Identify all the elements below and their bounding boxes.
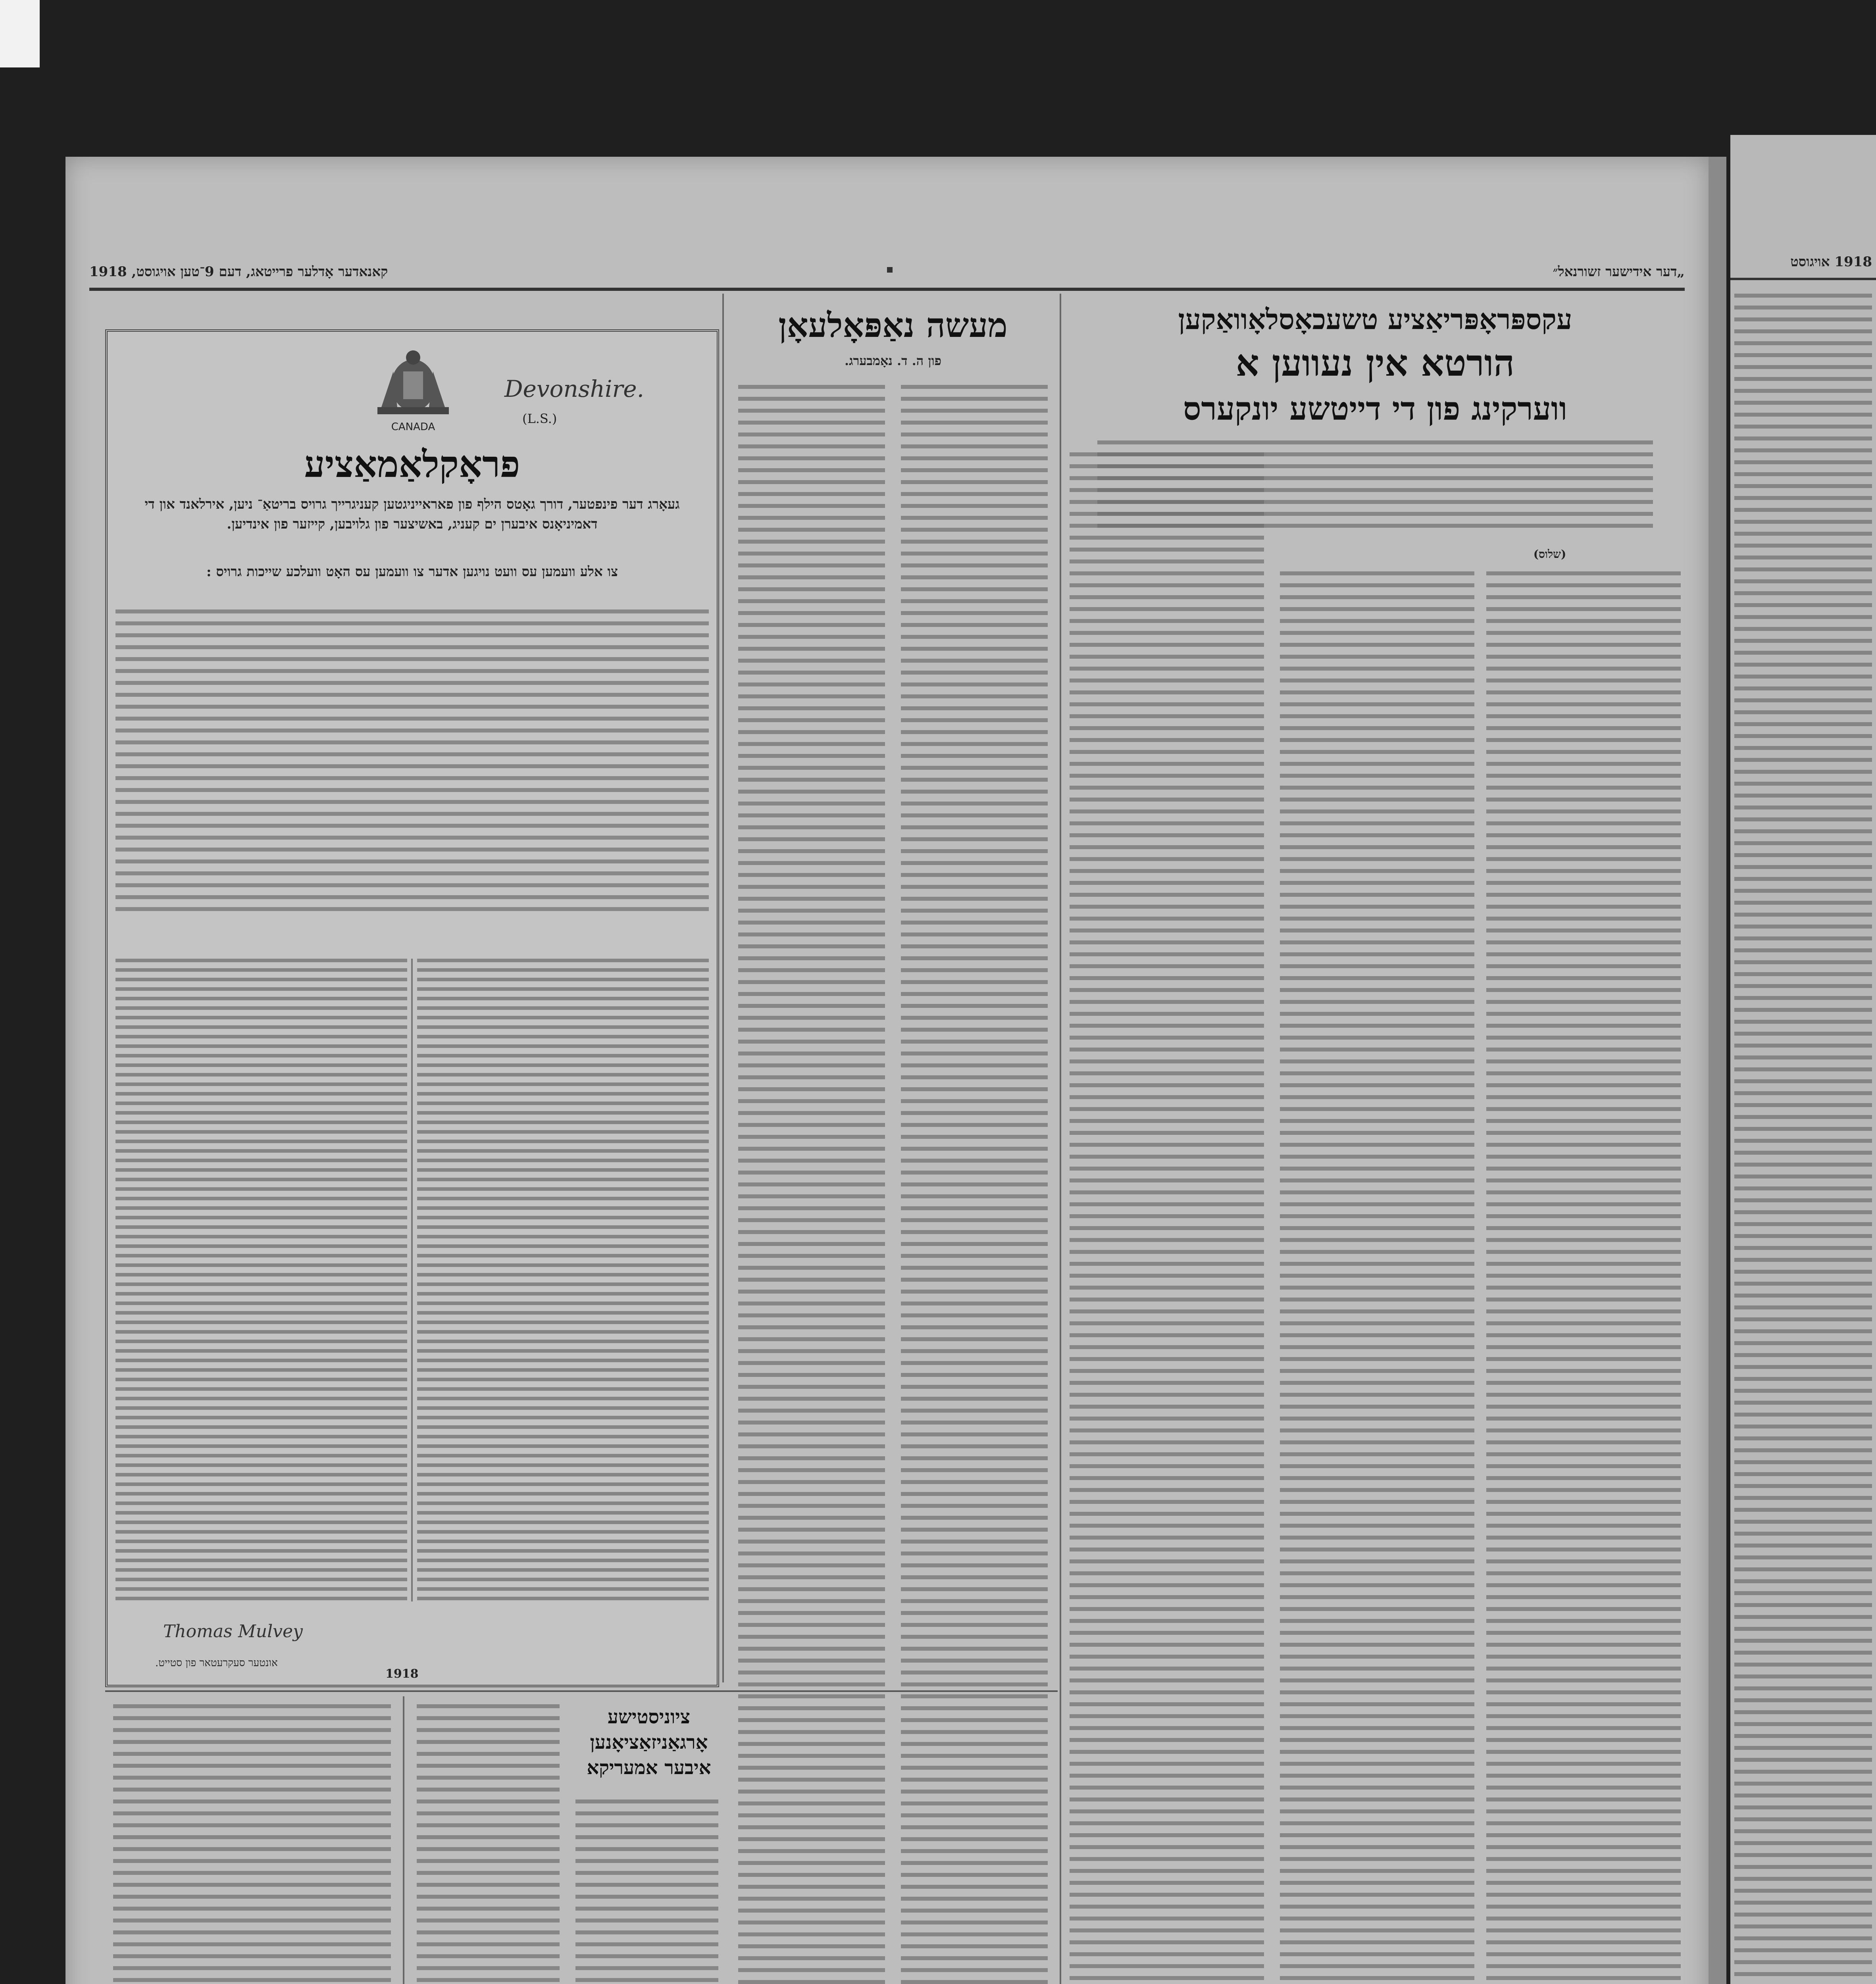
zionist-article xyxy=(409,1696,726,1984)
proclamation-body-text xyxy=(115,609,709,911)
lead-column-3 xyxy=(1070,452,1264,1984)
lead-continued: (שלוס) xyxy=(1533,548,1566,561)
left-bottom-text xyxy=(113,1704,391,1984)
proclamation-box xyxy=(105,329,719,1687)
newspaper-page xyxy=(65,157,1709,1984)
header-masthead: „דער אידישער זשורנאל״ xyxy=(1553,264,1685,280)
header-date: קאנאדער אָדלער פרייטאג, דעם 9־טען אויגוסט, 1918 xyxy=(89,264,388,280)
crest-caption: CANADA xyxy=(391,421,435,433)
adjacent-page-text xyxy=(1734,294,1872,1984)
header-rule xyxy=(89,288,1685,291)
story-author: פון ה. ד. נאָמבערג. xyxy=(844,353,942,368)
lead-article xyxy=(1066,294,1685,1984)
lead-subheadline-2: ווערקינג פון די דייטשע יונקערס xyxy=(1183,390,1567,427)
adjacent-page xyxy=(1730,135,1876,1984)
story-column xyxy=(730,294,1056,1984)
zionist-text-left xyxy=(417,1704,560,1984)
column-rule-2 xyxy=(1060,294,1061,1984)
lead-subheadline-1: הורטא אין נעווען א xyxy=(1235,342,1515,384)
header-ornament-icon xyxy=(887,267,893,273)
coat-of-arms-icon xyxy=(366,348,461,419)
page-header xyxy=(89,264,1685,288)
adjacent-page-rule xyxy=(1730,278,1876,280)
zionist-headline: ציוניסטישע אָרגאַניזאַציאָנען איבער אמעריקא xyxy=(587,1706,711,1779)
proclamation-footer: אונטער סעקרעטאר פון סטייט. xyxy=(155,1657,278,1669)
proclamation-address: צו אלע וועמען עס וועט נויגען אדער צו וועמען עס האָט וועלכע שייכות גרויס : xyxy=(206,564,618,580)
lead-column-2 xyxy=(1280,571,1474,1984)
page-fold-shadow xyxy=(1709,157,1726,1984)
column-rule-3 xyxy=(403,1696,404,1984)
scan-margin xyxy=(0,0,40,67)
proclamation-column-right xyxy=(417,959,709,1605)
lead-column-1 xyxy=(1486,571,1681,1984)
governor-signature: Devonshire. xyxy=(504,375,645,402)
proclamation-date: 1918 xyxy=(385,1667,419,1681)
section-divider xyxy=(105,1690,1058,1692)
left-bottom-column xyxy=(105,1696,399,1984)
proclamation-column-left xyxy=(115,959,407,1605)
story-title: מעשה נאַפּאָלעאָן xyxy=(778,306,1008,345)
zionist-text-right xyxy=(575,1799,718,1984)
secretary-signature: Thomas Mulvey xyxy=(163,1621,303,1642)
lead-headline: עקספּראָפּריאַציע טשעכאָסלאָוואַקען xyxy=(1178,303,1572,336)
proclamation-title: פראָקלאַמאַציע xyxy=(304,443,520,486)
proclamation-preamble: געאָרג דער פינפטער, דורך גאָטס הילף פון פאראייניגטען קעניגרייך גרויס בריטאַ־ ניען, אירלאנד און די דאמיניאָנס איבערן ים קעניג, באשיצער פון גלויבען, קייזער פון אינדיען. xyxy=(144,496,680,532)
story-right-text xyxy=(901,385,1048,1984)
story-left-text xyxy=(738,385,885,1984)
proclamation-divider xyxy=(411,959,413,1601)
seal-mark: (L.S.) xyxy=(522,411,557,426)
adjacent-page-header: 1918 אויגוסט xyxy=(1790,254,1872,270)
column-rule-1 xyxy=(722,294,724,1682)
